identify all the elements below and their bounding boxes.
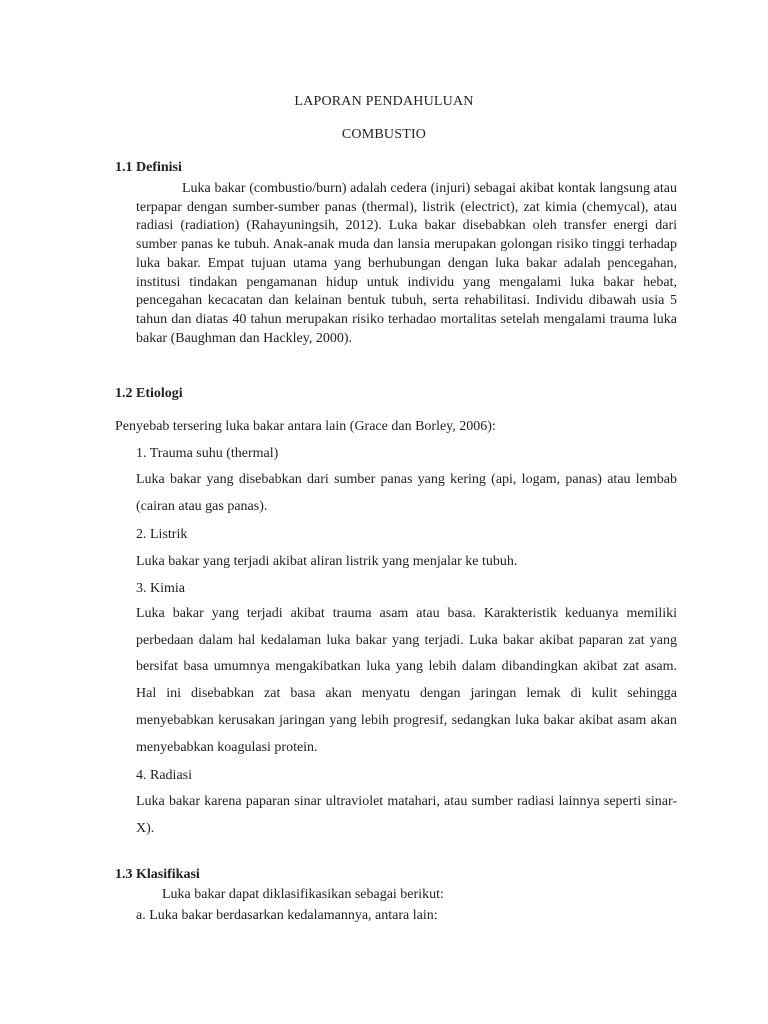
klasifikasi-sub-a: a. Luka bakar berdasarkan kedalamannya, antara lain: [136,908,438,923]
etiologi-item-text: Luka bakar yang disebabkan dari sumber panas yang kering (api, logam, panas) atau lembab (cairan atau gas panas). [136,472,677,514]
document-title: LAPORAN PENDAHULUAN [294,94,474,109]
etiologi-item-label: 3. Kimia [136,581,185,596]
etiologi-item-text: Luka bakar yang terjadi akibat trauma asam atau basa. Karakteristik keduanya memiliki perbedaan dalam hal kedalaman luka bakar yang terjadi. Luka bakar akibat paparan zat yang bersifat basa umumnya mengakibatkan luka yang lebih dalam dibandingkan akibat zat asam. Hal ini disebabkan zat basa akan menyatu dengan jaringan lemak di kulit sehingga menyebabkan kerusakan jaringan yang lebih progresif, sedangkan luka bakar akibat asam akan menyebabkan koagulasi protein. [136,606,677,755]
definisi-paragraph: Luka bakar (combustio/burn) adalah cedera (injuri) sebagai akibat kontak langsung atau terpapar dengan sumber-sumber panas (thermal), listrik (electrict), zat kimia (chemycal), atau radiasi (radiation) (Rahayuningsih, 2012). Luka bakar disebabkan oleh transfer energi dari sumber panas ke tubuh. Anak-anak muda dan lansia merupakan golongan risiko tinggi terhadap luka bakar. Empat tujuan utama yang berhubungan dengan luka bakar adalah pencegahan, institusi tindakan pengamanan hidup untuk individu yang mengalami luka bakar hebat, pencegahan kecacatan dan kelainan bentuk tubuh, serta rehabilitasi. Individu dibawah usia 5 tahun dan diatas 40 tahun merupakan risiko terhadao mortalitas setelah mengalami trauma luka bakar (Baughman dan Hackley, 2000). [136,181,677,346]
etiologi-item-label: 1. Trauma suhu (thermal) [136,446,279,461]
etiologi-item-label: 2. Listrik [136,527,188,542]
section-heading-definisi: 1.1 Definisi [115,160,182,175]
klasifikasi-intro: Luka bakar dapat diklasifikasikan sebagai berikut: [162,887,444,902]
document-subtitle: COMBUSTIO [341,127,427,142]
section-heading-klasifikasi: 1.3 Klasifikasi [115,867,200,882]
section-heading-etiologi: 1.2 Etiologi [115,386,183,401]
etiologi-intro: Penyebab tersering luka bakar antara lain (Grace dan Borley, 2006): [115,419,496,434]
etiologi-item-text: Luka bakar karena paparan sinar ultraviolet matahari, atau sumber radiasi lainnya seperti sinar-X). [136,794,677,836]
etiologi-item-label: 4. Radiasi [136,768,192,783]
etiologi-item-text: Luka bakar yang terjadi akibat aliran listrik yang menjalar ke tubuh. [136,554,518,569]
